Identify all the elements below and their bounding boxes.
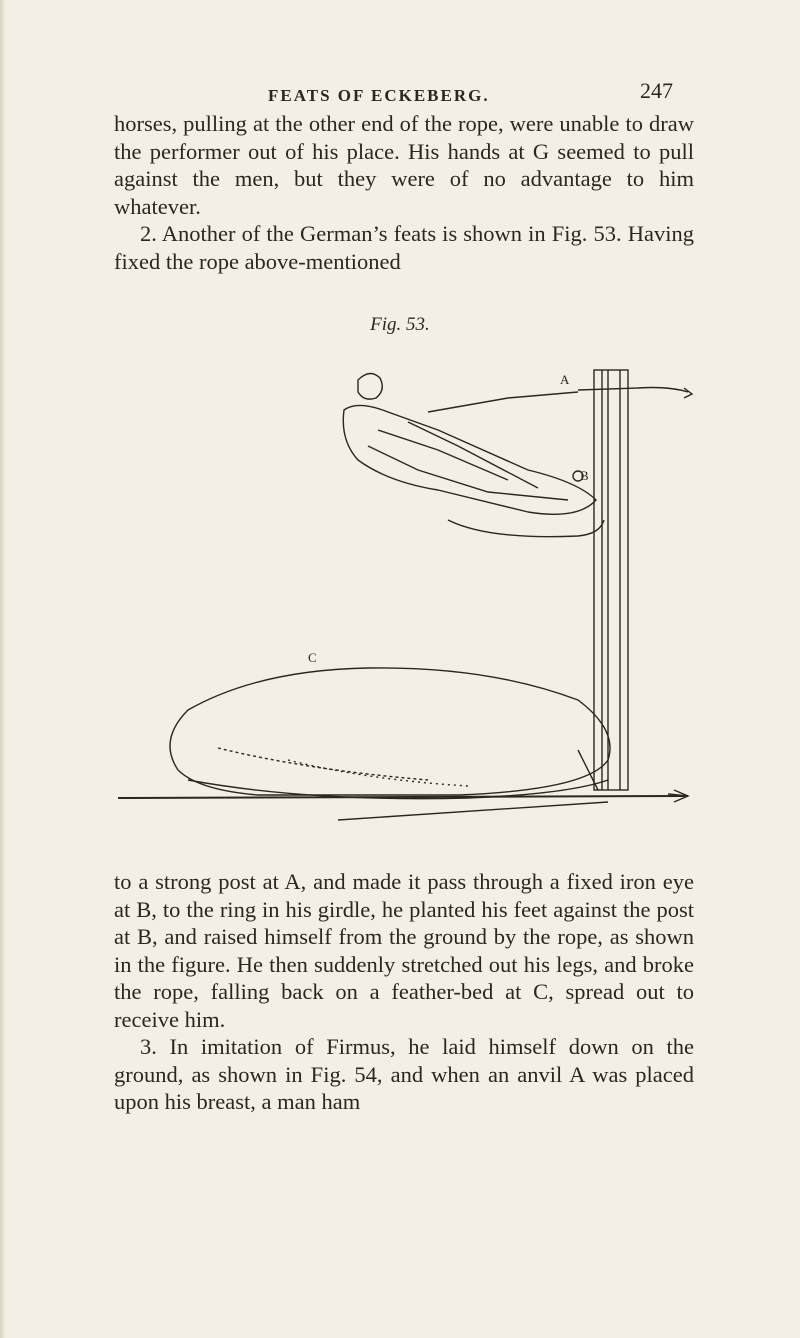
ground-line <box>118 796 688 798</box>
paragraph: 2. Another of the German’s feats is shown in Fig. 53. Having fixed the rope above-mentioned <box>114 221 694 274</box>
page-number: 247 <box>640 78 673 103</box>
label-c: C <box>308 650 317 665</box>
figure-illustration <box>108 350 698 850</box>
post <box>594 370 628 790</box>
performer-head <box>358 373 382 399</box>
paragraph: to a strong post at A, and made it pass through a fixed iron eye at B, to the ring in his girdle, he planted his feet against the post at B, and raised himself from the ground by the rope, as shown in the figure. He then suddenly stretched out his legs, and broke the rope, falling back on a feather-bed at C, spread out to receive him. <box>114 869 694 1032</box>
figure-caption: Fig. 53. <box>370 314 430 335</box>
text-block-bottom <box>114 868 694 1116</box>
performer-body <box>343 405 596 514</box>
text-block-top <box>114 110 694 275</box>
rope <box>428 392 578 412</box>
paragraph: horses, pulling at the other end of the rope, were unable to draw the performer out of his place. His hands at G seemed to pull against the men, but they were of no advantage to him whatever. <box>114 111 694 219</box>
label-b: B <box>580 468 589 483</box>
paragraph: 3. In imitation of Firmus, he laid himself down on the ground, as shown in Fig. 54, and when an anvil A was placed upon his breast, a man ham <box>114 1034 694 1114</box>
page-edge <box>0 0 6 1338</box>
label-a: A <box>560 372 570 387</box>
running-head: FEATS OF ECKEBERG. <box>268 86 490 105</box>
figure-svg <box>108 350 698 850</box>
